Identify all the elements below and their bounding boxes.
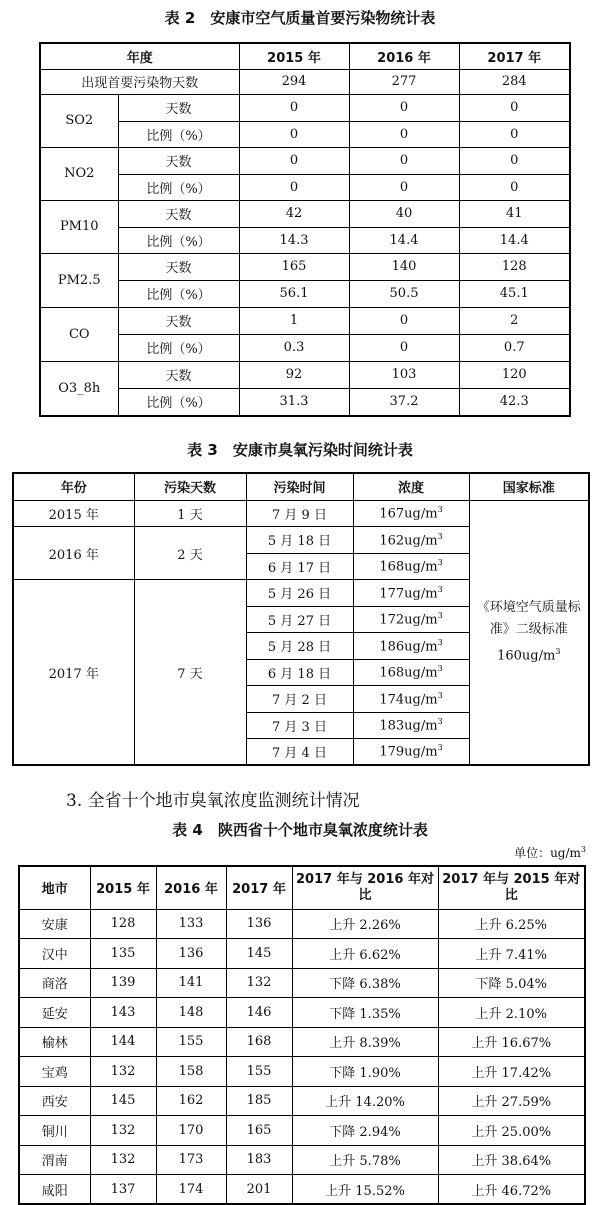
concentration-cell bbox=[353, 686, 469, 713]
table-cell: 0 bbox=[459, 121, 570, 147]
metric-label: 天数 bbox=[118, 147, 239, 174]
unit-superscript: 3 bbox=[437, 611, 443, 621]
concentration-cell bbox=[353, 527, 469, 554]
table-cell: 50.5 bbox=[349, 280, 459, 307]
table-cell: 148 bbox=[156, 998, 226, 1028]
city-cell: 汉中 bbox=[19, 939, 90, 969]
table-cell: 0 bbox=[349, 94, 459, 121]
unit-superscript: 3 bbox=[555, 647, 561, 657]
year-cell: 2017 年 bbox=[13, 580, 134, 766]
table-cell: 155 bbox=[226, 1057, 292, 1087]
metric-label: 天数 bbox=[118, 361, 239, 388]
city-cell: 商洛 bbox=[19, 968, 90, 998]
table-cell: 下降 1.35% bbox=[292, 998, 438, 1028]
table-cell: 132 bbox=[226, 968, 292, 998]
unit-text: ug/m bbox=[404, 532, 438, 548]
table4-title: 表 4 陕西省十个地市臭氧浓度统计表 bbox=[172, 821, 428, 839]
table-cell: 201 bbox=[226, 1175, 292, 1205]
table-cell: 40 bbox=[349, 200, 459, 227]
date-cell: 5 月 18 日 bbox=[246, 527, 353, 554]
table-cell: 0 bbox=[459, 174, 570, 200]
table-cell: 0 bbox=[239, 121, 349, 147]
table-row bbox=[40, 388, 570, 416]
header-cell: 污染天数 bbox=[134, 473, 246, 500]
national-standard-cell bbox=[469, 500, 589, 765]
table-cell: 0 bbox=[459, 147, 570, 174]
table-cell: 143 bbox=[90, 998, 156, 1028]
header-cell: 2015 年 bbox=[90, 866, 156, 909]
metric-label: 比例（%） bbox=[118, 174, 239, 200]
table-row bbox=[19, 1027, 585, 1057]
pollutant-label: CO bbox=[40, 307, 118, 361]
table-cell: 上升 2.26% bbox=[292, 909, 438, 939]
table-row bbox=[40, 253, 570, 280]
unit-superscript: 3 bbox=[437, 664, 443, 674]
city-cell: 宝鸡 bbox=[19, 1057, 90, 1087]
table-cell: 132 bbox=[90, 1057, 156, 1087]
date-cell: 6 月 17 日 bbox=[246, 553, 353, 580]
table-cell: 上升 2.10% bbox=[438, 998, 585, 1028]
table-cell: 下降 6.38% bbox=[292, 968, 438, 998]
pollutant-label: SO2 bbox=[40, 94, 118, 147]
table-cell: 136 bbox=[156, 939, 226, 969]
pollutant-label: NO2 bbox=[40, 147, 118, 200]
date-cell: 7 月 9 日 bbox=[246, 500, 353, 527]
header-cell: 2017 年 bbox=[226, 866, 292, 909]
metric-label: 比例（%） bbox=[118, 334, 239, 361]
table-row bbox=[19, 1086, 585, 1116]
national-standard-text: 《环境空气质量标准》二级标准 160ug/m bbox=[476, 600, 581, 664]
table-cell: 128 bbox=[90, 909, 156, 939]
table-row bbox=[40, 147, 570, 174]
metric-label: 天数 bbox=[118, 94, 239, 121]
table-cell: 133 bbox=[156, 909, 226, 939]
concentration-value: 179 bbox=[379, 744, 405, 760]
table-cell: 上升 14.20% bbox=[292, 1086, 438, 1116]
header-cell: 年度 bbox=[40, 43, 239, 69]
table-cell: 168 bbox=[226, 1027, 292, 1057]
table-cell: 上升 6.62% bbox=[292, 939, 438, 969]
table-cell: 120 bbox=[459, 361, 570, 388]
table3-title: 表 3 安康市臭氧污染时间统计表 bbox=[187, 441, 413, 459]
header-cell: 国家标准 bbox=[469, 473, 589, 500]
table2-pollutants bbox=[39, 42, 571, 417]
table-cell: 上升 6.25% bbox=[438, 909, 585, 939]
table-cell: 174 bbox=[156, 1175, 226, 1205]
concentration-value: 177 bbox=[379, 585, 405, 601]
row-label: 出现首要污染物天数 bbox=[40, 69, 239, 94]
table3-ozone-time bbox=[12, 472, 590, 766]
city-cell: 渭南 bbox=[19, 1145, 90, 1175]
concentration-value: 162 bbox=[379, 532, 405, 548]
table-row bbox=[40, 334, 570, 361]
table-cell: 上升 17.42% bbox=[438, 1057, 585, 1087]
metric-label: 比例（%） bbox=[118, 121, 239, 147]
table-cell: 下降 2.94% bbox=[292, 1116, 438, 1146]
table-cell: 0 bbox=[459, 94, 570, 121]
table-row bbox=[19, 939, 585, 969]
year-cell: 2015 年 bbox=[13, 500, 134, 527]
table-cell: 144 bbox=[90, 1027, 156, 1057]
unit-text: ug/m bbox=[404, 638, 438, 654]
table-cell: 155 bbox=[156, 1027, 226, 1057]
table-cell: 45.1 bbox=[459, 280, 570, 307]
city-cell: 铜川 bbox=[19, 1116, 90, 1146]
table-cell: 0 bbox=[349, 174, 459, 200]
days-cell: 7 天 bbox=[134, 580, 246, 766]
table-cell: 1 bbox=[239, 307, 349, 334]
table-cell: 14.4 bbox=[459, 227, 570, 253]
concentration-cell bbox=[353, 712, 469, 739]
unit-superscript: 3 bbox=[437, 690, 443, 700]
table-row bbox=[40, 280, 570, 307]
city-cell: 延安 bbox=[19, 998, 90, 1028]
table2-title: 表 2 安康市空气质量首要污染物统计表 bbox=[164, 9, 436, 27]
unit-text: ug/m bbox=[404, 665, 438, 681]
table-cell: 145 bbox=[226, 939, 292, 969]
table-cell: 183 bbox=[226, 1145, 292, 1175]
table-cell: 上升 8.39% bbox=[292, 1027, 438, 1057]
table-cell: 0.7 bbox=[459, 334, 570, 361]
table-cell: 0 bbox=[239, 174, 349, 200]
concentration-value: 168 bbox=[379, 559, 405, 575]
table-cell: 0 bbox=[349, 121, 459, 147]
unit-superscript: 3 bbox=[437, 637, 443, 647]
header-cell: 2017 年与 2016 年对比 bbox=[292, 866, 438, 909]
table-row bbox=[40, 121, 570, 147]
unit-text: ug/m bbox=[404, 506, 438, 522]
table4-unit: 单位：$ug/m^3$ bbox=[514, 845, 586, 860]
table-cell: 37.2 bbox=[349, 388, 459, 416]
table-cell: 0 bbox=[239, 147, 349, 174]
header-cell: 2016 年 bbox=[156, 866, 226, 909]
table-row bbox=[40, 227, 570, 253]
city-cell: 榆林 bbox=[19, 1027, 90, 1057]
table-cell: 92 bbox=[239, 361, 349, 388]
metric-label: 天数 bbox=[118, 200, 239, 227]
days-cell: 1 天 bbox=[134, 500, 246, 527]
date-cell: 5 月 26 日 bbox=[246, 580, 353, 607]
table-cell: 0.3 bbox=[239, 334, 349, 361]
unit-text: ug/m bbox=[404, 585, 438, 601]
header-cell: 地市 bbox=[19, 866, 90, 909]
table-cell: 上升 25.00% bbox=[438, 1116, 585, 1146]
unit-superscript: 3 bbox=[437, 531, 443, 541]
unit-text: ug/m bbox=[404, 691, 438, 707]
unit-superscript: 3 bbox=[437, 505, 443, 515]
header-cell: 年份 bbox=[13, 473, 134, 500]
table-row bbox=[40, 307, 570, 334]
table-cell: 294 bbox=[239, 69, 349, 94]
table-row bbox=[13, 500, 589, 527]
table-cell: 284 bbox=[459, 69, 570, 94]
table-cell: 165 bbox=[226, 1116, 292, 1146]
table-cell: 158 bbox=[156, 1057, 226, 1087]
table-cell: 上升 46.72% bbox=[438, 1175, 585, 1205]
table-row bbox=[19, 1175, 585, 1205]
table-cell: 下降 1.90% bbox=[292, 1057, 438, 1087]
concentration-value: 167 bbox=[379, 506, 405, 522]
date-cell: 7 月 2 日 bbox=[246, 686, 353, 713]
city-cell: 咸阳 bbox=[19, 1175, 90, 1205]
concentration-cell bbox=[353, 606, 469, 633]
table-cell: 上升 5.78% bbox=[292, 1145, 438, 1175]
concentration-cell bbox=[353, 633, 469, 660]
table-cell: 下降 5.04% bbox=[438, 968, 585, 998]
city-cell: 安康 bbox=[19, 909, 90, 939]
table-cell: 103 bbox=[349, 361, 459, 388]
table-row bbox=[40, 361, 570, 388]
header-row bbox=[19, 866, 585, 909]
table-cell: 14.4 bbox=[349, 227, 459, 253]
table-cell: 0 bbox=[349, 307, 459, 334]
concentration-value: 168 bbox=[379, 665, 405, 681]
table-cell: 173 bbox=[156, 1145, 226, 1175]
table-cell: 277 bbox=[349, 69, 459, 94]
table-cell: 141 bbox=[156, 968, 226, 998]
unit-text: ug/m bbox=[404, 744, 438, 760]
header-cell: 2016 年 bbox=[349, 43, 459, 69]
header-cell: 2015 年 bbox=[239, 43, 349, 69]
unit-superscript: 3 bbox=[437, 584, 443, 594]
table-row bbox=[40, 200, 570, 227]
unit-superscript: 3 bbox=[437, 558, 443, 568]
table-row bbox=[19, 1057, 585, 1087]
table-cell: 31.3 bbox=[239, 388, 349, 416]
metric-label: 比例（%） bbox=[118, 227, 239, 253]
table-cell: 2 bbox=[459, 307, 570, 334]
header-cell: 污染时间 bbox=[246, 473, 353, 500]
concentration-value: 183 bbox=[379, 718, 405, 734]
table-row bbox=[19, 1116, 585, 1146]
header-row bbox=[13, 473, 589, 500]
metric-label: 天数 bbox=[118, 307, 239, 334]
table-cell: 137 bbox=[90, 1175, 156, 1205]
metric-label: 比例（%） bbox=[118, 388, 239, 416]
header-cell: 浓度 bbox=[353, 473, 469, 500]
header-cell: 2017 年 bbox=[459, 43, 570, 69]
header-row bbox=[40, 43, 570, 69]
table-cell: 170 bbox=[156, 1116, 226, 1146]
table-cell: 56.1 bbox=[239, 280, 349, 307]
concentration-value: 186 bbox=[379, 638, 405, 654]
unit-text: ug/m bbox=[404, 718, 438, 734]
section-heading: 3. 全省十个地市臭氧浓度监测统计情况 bbox=[66, 791, 360, 811]
metric-label: 天数 bbox=[118, 253, 239, 280]
unit-text: ug/m bbox=[404, 559, 438, 575]
table-cell: 132 bbox=[90, 1145, 156, 1175]
metric-label: 比例（%） bbox=[118, 280, 239, 307]
date-cell: 5 月 28 日 bbox=[246, 633, 353, 660]
table-cell: 146 bbox=[226, 998, 292, 1028]
pollutant-label: PM10 bbox=[40, 200, 118, 253]
table-cell: 139 bbox=[90, 968, 156, 998]
table-row bbox=[40, 174, 570, 200]
table-row bbox=[19, 1145, 585, 1175]
table-row bbox=[40, 94, 570, 121]
table-cell: 上升 38.64% bbox=[438, 1145, 585, 1175]
table-cell: 145 bbox=[90, 1086, 156, 1116]
date-cell: 7 月 4 日 bbox=[246, 739, 353, 766]
table-row bbox=[19, 968, 585, 998]
table-cell: 128 bbox=[459, 253, 570, 280]
concentration-cell bbox=[353, 580, 469, 607]
date-cell: 7 月 3 日 bbox=[246, 712, 353, 739]
year-cell: 2016 年 bbox=[13, 527, 134, 580]
table-cell: 135 bbox=[90, 939, 156, 969]
table-row bbox=[19, 909, 585, 939]
table-cell: 165 bbox=[239, 253, 349, 280]
unit-text: ug/m bbox=[404, 612, 438, 628]
table4-city-ozone bbox=[18, 865, 586, 1205]
table-cell: 上升 7.41% bbox=[438, 939, 585, 969]
concentration-cell bbox=[353, 739, 469, 766]
header-cell: 2017 年与 2015 年对比 bbox=[438, 866, 585, 909]
table-cell: 42.3 bbox=[459, 388, 570, 416]
table-cell: 185 bbox=[226, 1086, 292, 1116]
table-cell: 上升 16.67% bbox=[438, 1027, 585, 1057]
concentration-value: 172 bbox=[379, 612, 405, 628]
concentration-cell bbox=[353, 553, 469, 580]
table-cell: 上升 27.59% bbox=[438, 1086, 585, 1116]
table-cell: 0 bbox=[349, 334, 459, 361]
table-cell: 上升 15.52% bbox=[292, 1175, 438, 1205]
table-row bbox=[19, 998, 585, 1028]
city-cell: 西安 bbox=[19, 1086, 90, 1116]
date-cell: 5 月 27 日 bbox=[246, 606, 353, 633]
days-cell: 2 天 bbox=[134, 527, 246, 580]
table-cell: 42 bbox=[239, 200, 349, 227]
date-cell: 6 月 18 日 bbox=[246, 659, 353, 686]
pollutant-label: PM2.5 bbox=[40, 253, 118, 307]
table-cell: 0 bbox=[239, 94, 349, 121]
concentration-cell bbox=[353, 659, 469, 686]
table-cell: 136 bbox=[226, 909, 292, 939]
table-row bbox=[40, 69, 570, 94]
table-cell: 41 bbox=[459, 200, 570, 227]
concentration-cell bbox=[353, 500, 469, 527]
pollutant-label: O3_8h bbox=[40, 361, 118, 416]
table-cell: 14.3 bbox=[239, 227, 349, 253]
unit-superscript: 3 bbox=[437, 743, 443, 753]
table-cell: 162 bbox=[156, 1086, 226, 1116]
unit-superscript: 3 bbox=[437, 717, 443, 727]
table-cell: 0 bbox=[349, 147, 459, 174]
table-cell: 132 bbox=[90, 1116, 156, 1146]
concentration-value: 174 bbox=[379, 691, 405, 707]
table-cell: 140 bbox=[349, 253, 459, 280]
